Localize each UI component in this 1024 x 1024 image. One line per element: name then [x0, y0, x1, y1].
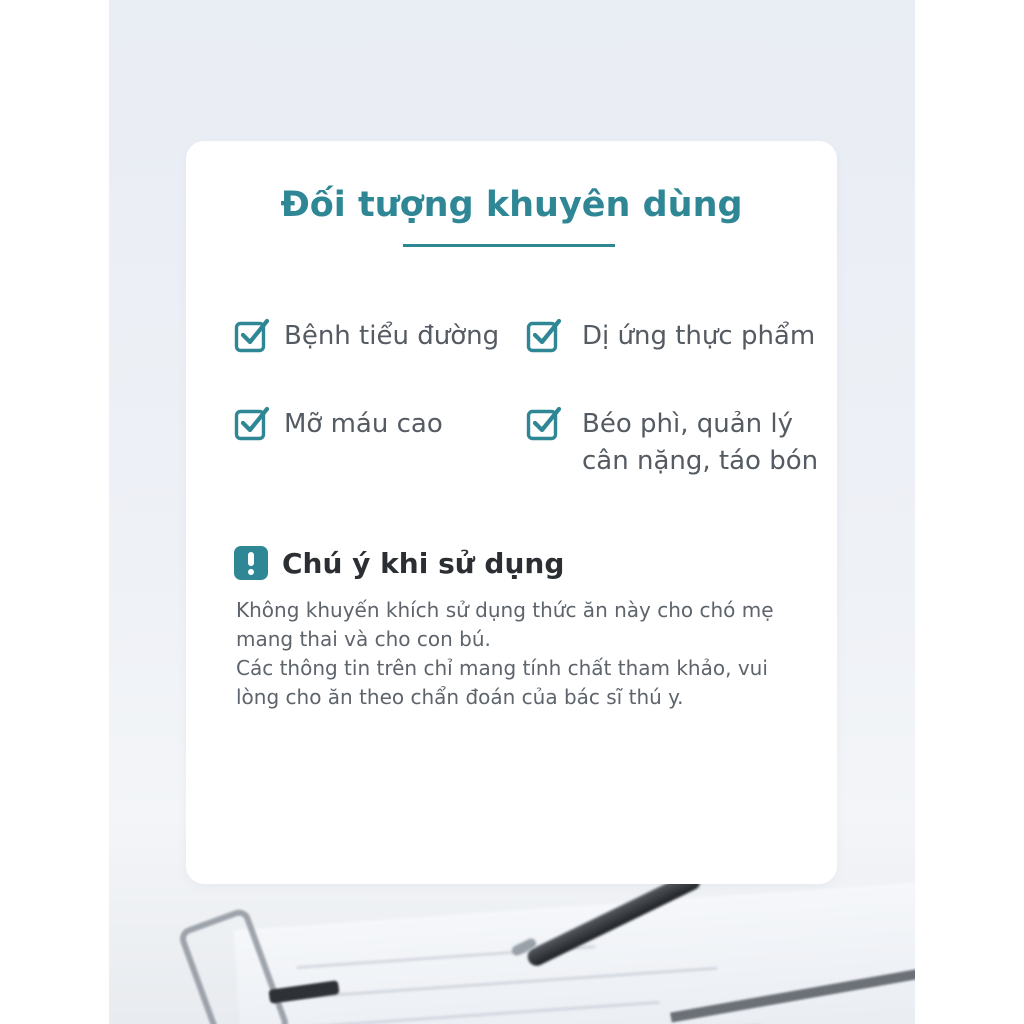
recommended-item — [526, 406, 818, 480]
checkbox-checked-icon — [526, 318, 562, 354]
checkbox-checked-icon — [234, 318, 270, 354]
recommended-item-label: Bệnh tiểu đường — [284, 321, 500, 351]
checkbox-checked-icon — [526, 406, 562, 442]
title-underline — [403, 244, 615, 247]
usage-note-line: Không khuyến khích sử dụng thức ăn này cho chó mẹ mang thai và cho con bú. — [236, 598, 774, 651]
recommended-item-label: Mỡ máu cao — [284, 409, 443, 439]
recommended-item-label: Dị ứng thực phẩm — [582, 321, 816, 351]
card-title: Đối tượng khuyên dùng — [280, 185, 743, 225]
usage-note-body — [236, 596, 816, 712]
exclamation-icon — [234, 546, 268, 580]
usage-note-header — [234, 546, 564, 580]
recommended-item-label: Béo phì, quản lý cân nặng, táo bón — [582, 409, 819, 476]
document-paper — [234, 880, 915, 1024]
info-card — [186, 141, 837, 884]
recommended-item — [234, 406, 443, 443]
usage-note-title: Chú ý khi sử dụng — [282, 546, 565, 580]
recommended-item — [234, 318, 499, 355]
usage-note-line: Các thông tin trên chỉ mang tính chất tham khảo, vui lòng cho ăn theo chẩn đoán của bác sĩ thú y. — [236, 656, 768, 709]
recommended-item — [526, 318, 815, 355]
checkbox-checked-icon — [234, 406, 270, 442]
